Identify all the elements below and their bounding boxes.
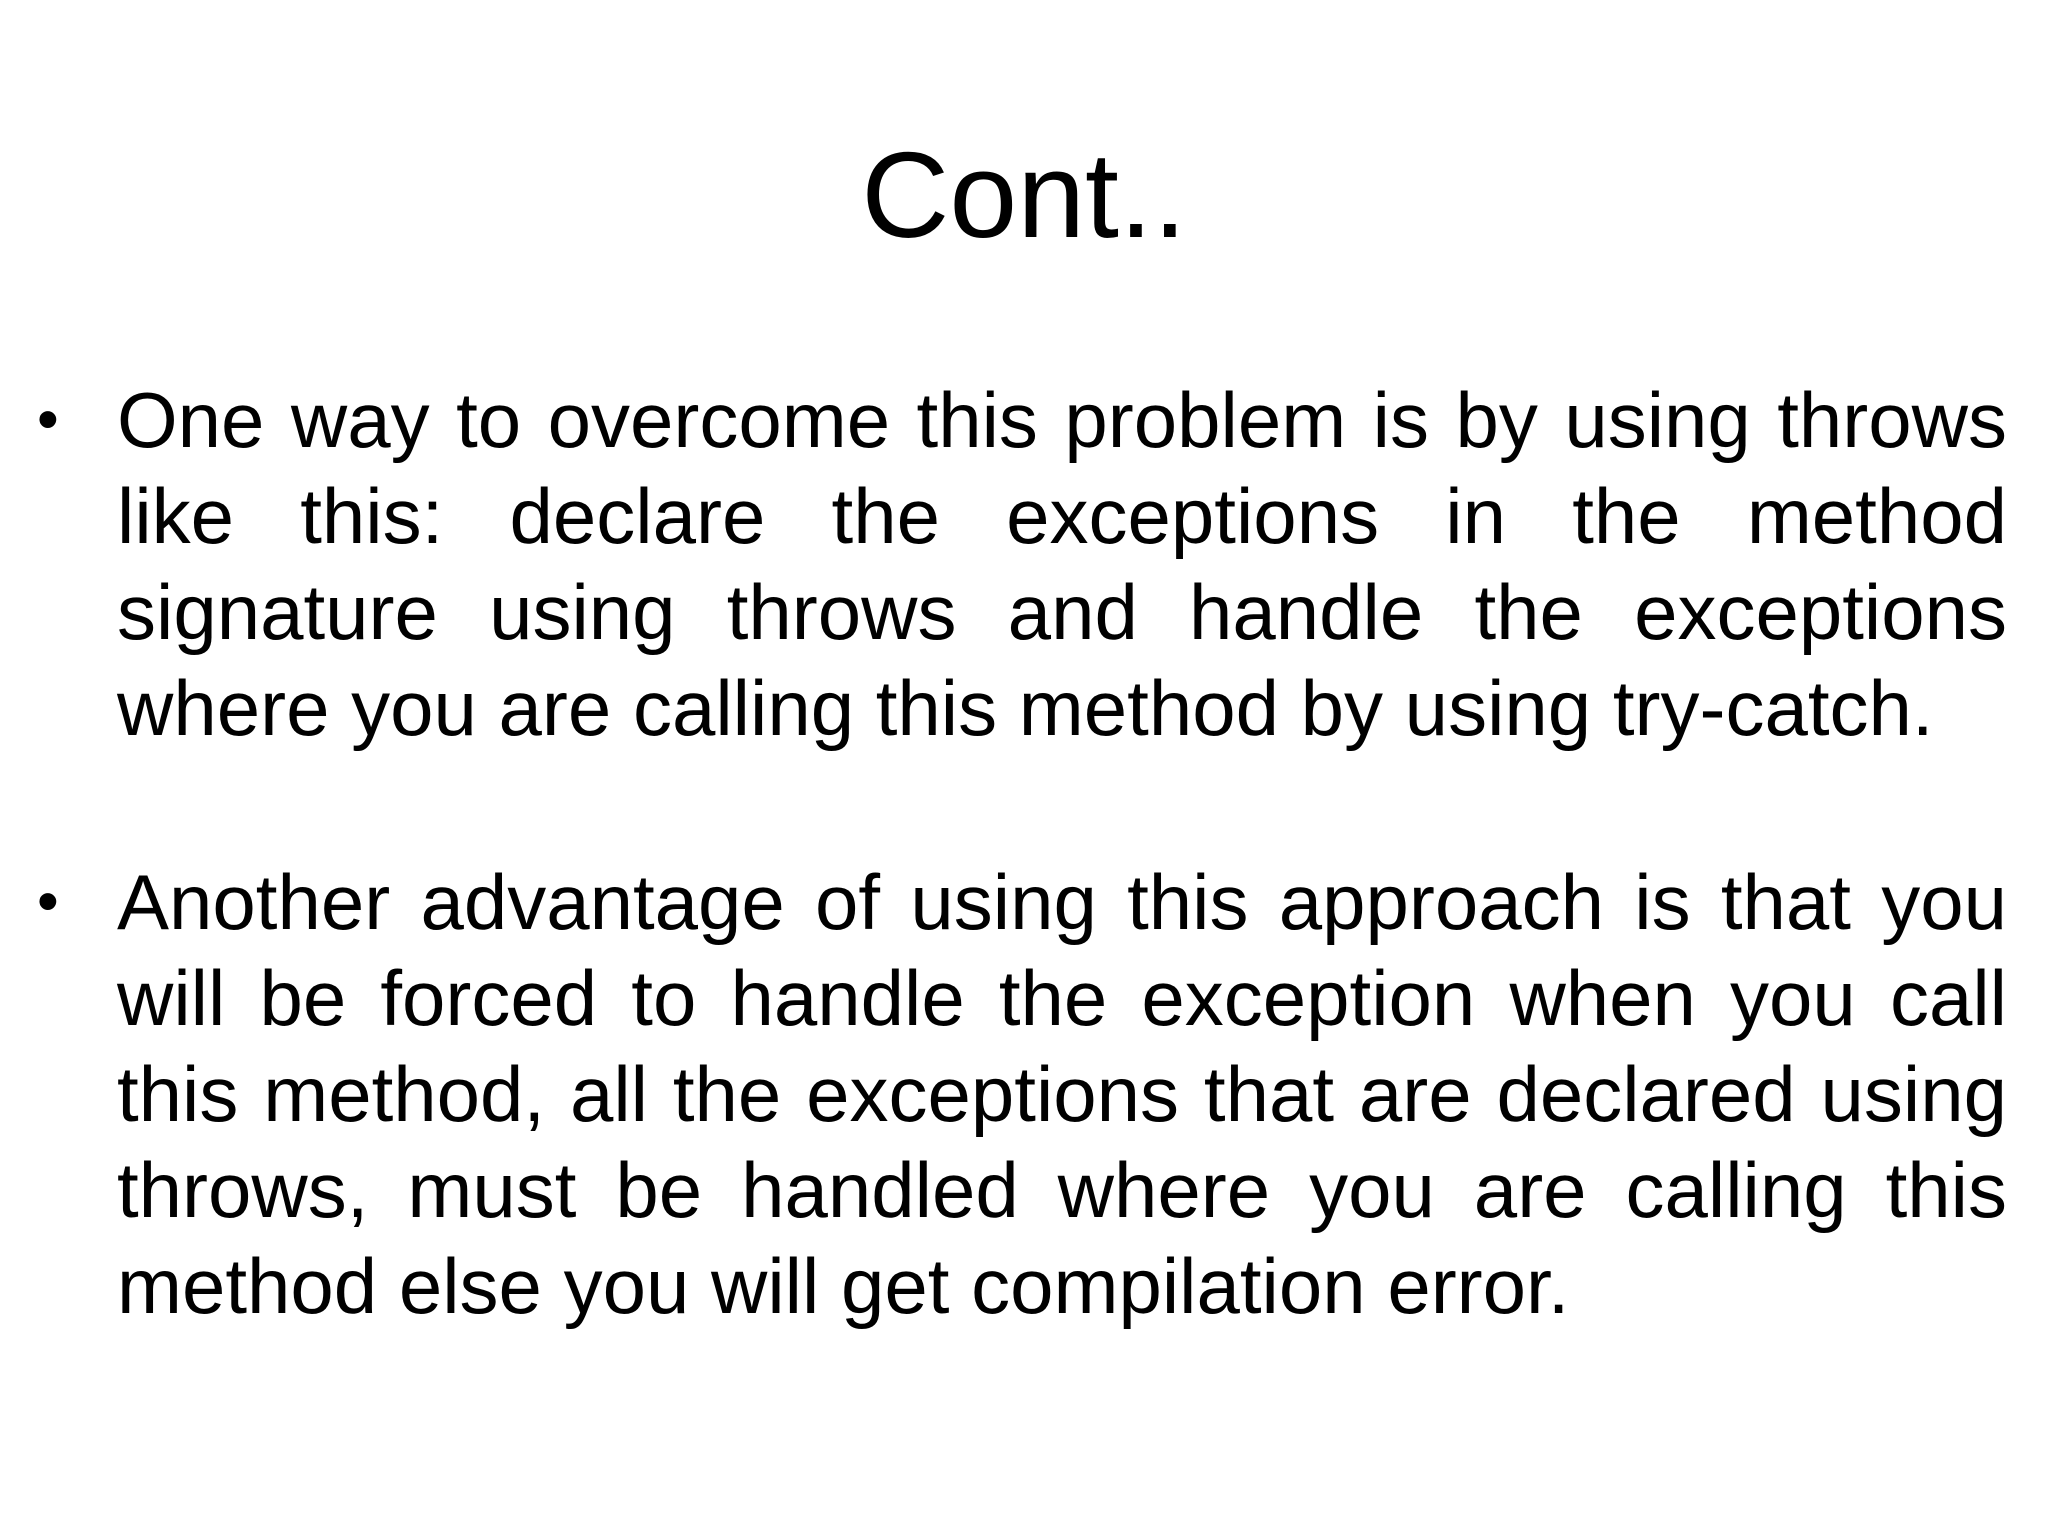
bullet-icon: • [37, 867, 59, 936]
bullet-list [37, 372, 2007, 1334]
bullet-item [37, 372, 2007, 756]
bullet-text: One way to overcome this problem is by using throws like this: declare the exceptions in the method signature using throws and handle the exceptions where you are calling this method by using try-catch. [117, 376, 2007, 752]
slide-title: Cont.. [861, 127, 1187, 263]
bullet-icon: • [37, 385, 59, 454]
bullet-text: Another advantage of using this approach is that you will be forced to handle the exception when you call this method, all the exceptions that are declared using throws, must be handled where you are calling this method else you will get compilation error. [117, 858, 2007, 1330]
bullet-item [37, 854, 2007, 1334]
